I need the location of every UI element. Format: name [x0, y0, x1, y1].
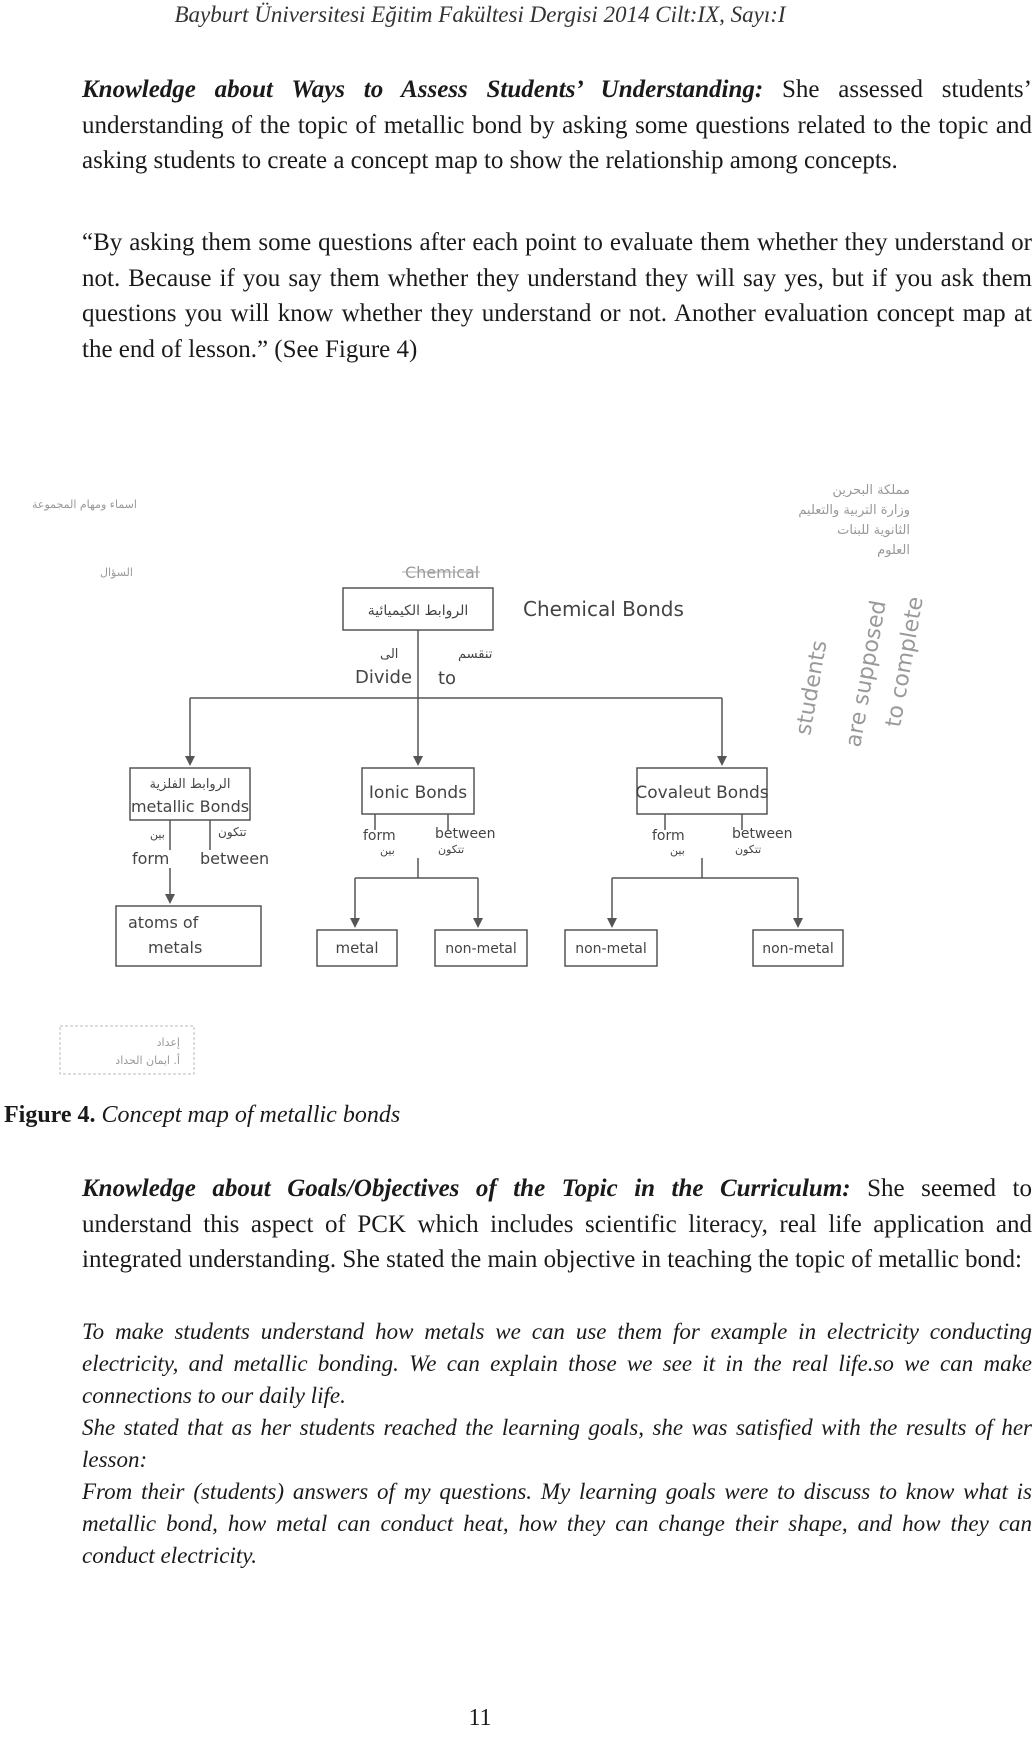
arabic-chemical-bonds: الروابط الكيميائية	[367, 603, 469, 619]
figure-caption	[4, 1102, 400, 1129]
metal-label: metal	[335, 939, 379, 957]
between-metallic: between	[200, 849, 270, 868]
arabic-bottom-2: أ. ايمان الحداد	[115, 1054, 180, 1067]
arabic-school-2: وزارة التربية والتعليم	[798, 503, 910, 518]
arabic-school-1: مملكة البحرين	[832, 483, 910, 498]
side-note-3: to complete	[881, 594, 929, 730]
arabic-school-header	[798, 483, 910, 558]
form-metallic: form	[132, 849, 170, 868]
form-covalent: form	[652, 828, 685, 844]
ionic-bonds-label: Ionic Bonds	[368, 783, 468, 803]
page-number: 11	[468, 1705, 492, 1731]
running-header: Bayburt Üniversitesi Eğitim Fakültesi Dergisi 2014 Cilt:IX, Sayı:I	[174, 2, 786, 27]
arabic-between-ionic: تتكون	[438, 843, 465, 856]
to-word: to	[438, 668, 457, 689]
arabic-divide: تنقسم	[458, 647, 493, 662]
between-ionic: between	[435, 826, 496, 842]
figure-label: Figure 4.	[4, 1102, 96, 1128]
atoms-of-label: atoms of	[128, 913, 199, 932]
arabic-left-2: السؤال	[100, 566, 133, 579]
arabic-form-ionic: بين	[380, 844, 395, 857]
arabic-ila: الى	[380, 647, 399, 662]
section1-heading: Knowledge about Ways to Assess Students’ Understanding:	[82, 76, 764, 103]
arabic-left-1: اسماء ومهام المجموعة	[32, 498, 137, 511]
metals-label: metals	[148, 938, 203, 957]
section2-quote2: From their (students) answers of my questions. My learning goals were to discuss to know what is metallic bond, how metal can conduct heat, how they can change their shape, and how they can conduct electricity.	[82, 1479, 1032, 1568]
section2-heading: Knowledge about Goals/Objectives of the Topic in the Curriculum:	[82, 1175, 851, 1202]
section1-body: She assessed students’ understanding of the topic of metallic bond by asking some questions related to the topic and asking students to create a concept map to show the relationship among concepts.	[82, 76, 1032, 174]
side-note-1: students	[791, 638, 833, 738]
section1-paragraph	[4, 72, 1032, 179]
side-note	[791, 595, 929, 749]
section1-quote: “By asking them some questions after each point to evaluate them whether they understand or not. Because if you say them whether they understand they will say yes, but if you ask them questions you will know whether they understand or not. Another evaluation concept map at the end of lesson.” (See Figure 4)	[82, 229, 1032, 363]
arabic-bottom-1: إعداد	[156, 1036, 180, 1049]
arabic-school-3: الثانوية للبنات	[837, 523, 910, 538]
metallic-bonds-label: metallic Bonds	[130, 797, 250, 816]
side-note-2: are supposed	[841, 598, 892, 750]
crossed-chemical: Chemical	[405, 563, 480, 582]
arabic-form-covalent: بين	[670, 844, 685, 857]
between-covalent: between	[732, 826, 793, 842]
arabic-between-covalent: تتكون	[735, 843, 762, 856]
arabic-between-metallic: تتكون	[218, 825, 247, 839]
form-ionic: form	[363, 828, 396, 844]
section2-quote1: To make students understand how metals we can use them for example in electricity conducting electricity, and metallic bonding. We can explain those we see it in the real life.so we can make connections to our daily life.	[82, 1319, 1032, 1408]
figure-caption-text: Concept map of metallic bonds	[101, 1102, 401, 1128]
arabic-school-4: العلوم	[877, 543, 910, 558]
figure-4	[20, 458, 950, 1086]
divide-word: Divide	[355, 667, 413, 688]
arabic-metallic: الروابط الفلزية	[149, 777, 231, 792]
concept-map-image	[20, 458, 950, 1086]
section2-body: She seemed to understand this aspect of PCK which includes scientific literacy, real life application and integrated understanding. She stated the main objective in teaching the topic of metallic bond:	[82, 1175, 1032, 1273]
arabic-form-metallic: بين	[150, 828, 165, 841]
covalent-bonds-label: Covaleut Bonds	[635, 783, 769, 803]
non-metal-covalent-2-label: non-metal	[762, 941, 834, 957]
chemical-bonds-label: Chemical Bonds	[523, 597, 684, 621]
non-metal-ionic-label: non-metal	[445, 941, 517, 957]
section2-para2: She stated that as her students reached the learning goals, she was satisfied with the results of her lesson:	[82, 1415, 1032, 1472]
section2-paragraph	[4, 1171, 1032, 1278]
non-metal-covalent-1-label: non-metal	[575, 941, 647, 957]
